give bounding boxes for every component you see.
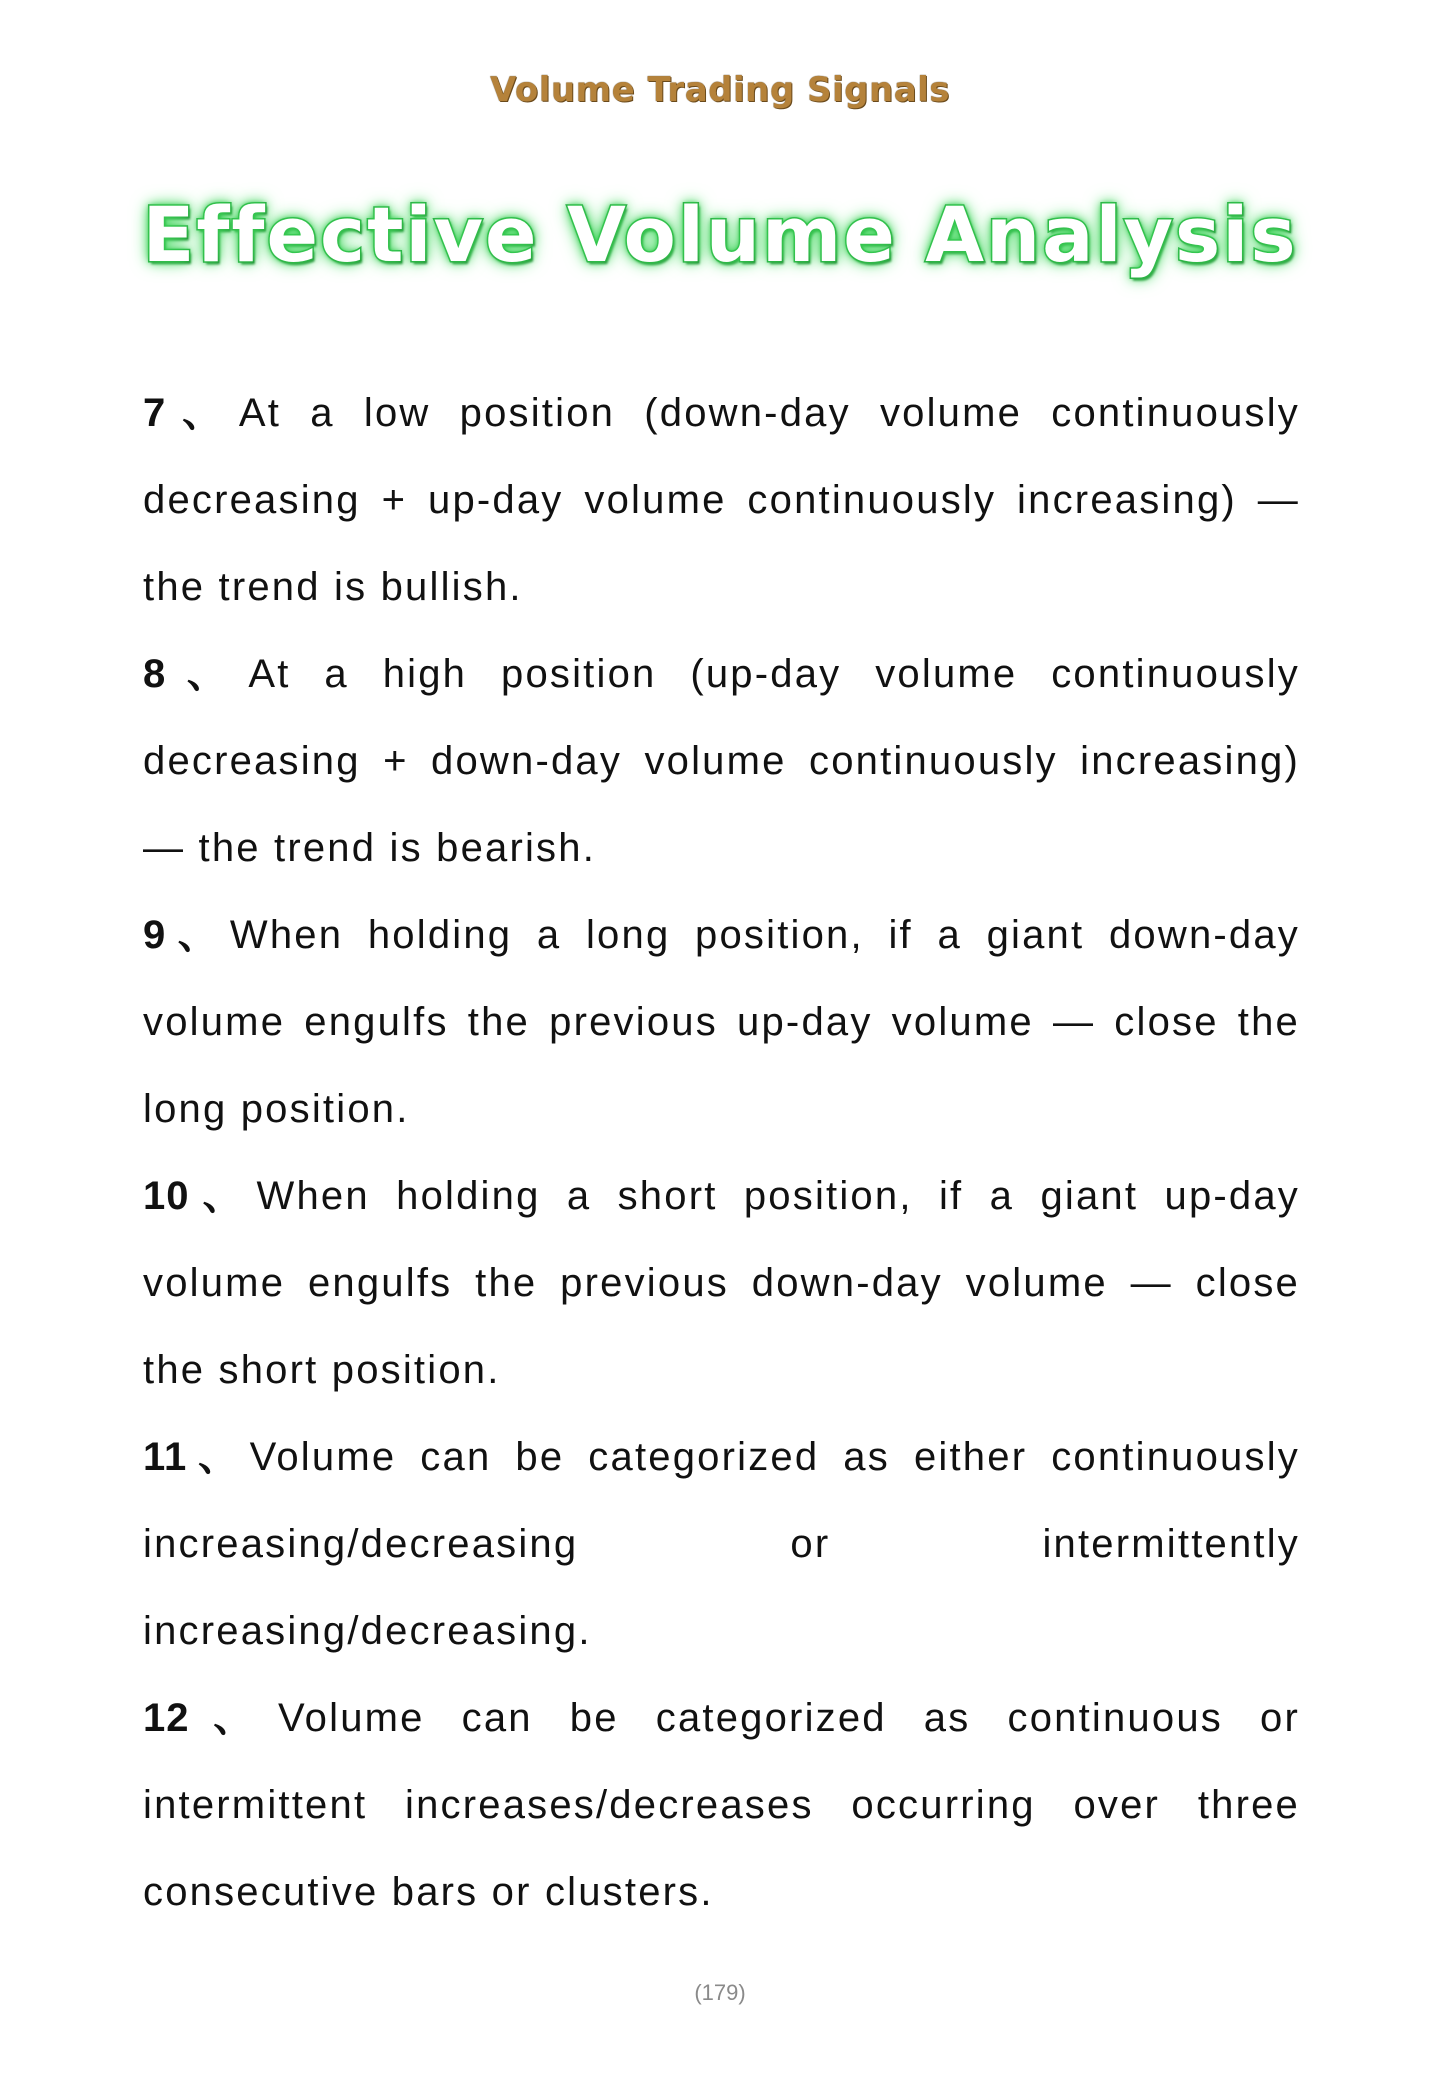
rule-item-9 (143, 892, 1300, 1153)
running-header-title: Volume Trading Signals (489, 70, 951, 110)
rule-item-11 (143, 1414, 1300, 1675)
rule-number: 8、 (143, 652, 249, 696)
rule-item-10 (143, 1153, 1300, 1414)
rule-text: Volume can be categorized as either continuously increasing/decreasing or intermittently increasing/decreasing. (143, 1435, 1300, 1653)
rule-text: At a low position (down-day volume continuously decreasing + up-day volume continuously increasing) — the trend is bullish. (143, 391, 1301, 609)
page-number: (179) (694, 1980, 746, 2005)
rule-item-8 (143, 631, 1300, 892)
page-title: Effective Volume Analysis (142, 190, 1298, 279)
rule-number: 12、 (143, 1696, 278, 1740)
rule-text: When holding a short position, if a giant up-day volume engulfs the previous down-day volume — close the short position. (143, 1174, 1301, 1392)
rule-number: 9、 (143, 913, 230, 957)
rule-text: At a high position (up-day volume continuously decreasing + down-day volume continuously increasing) — the trend is bearish. (143, 652, 1300, 870)
rule-number: 11、 (143, 1435, 250, 1479)
rule-text: When holding a long position, if a giant down-day volume engulfs the previous up-day volume — close the long position. (143, 913, 1300, 1131)
rule-list (143, 370, 1300, 1936)
rule-item-7 (143, 370, 1300, 631)
rule-number: 10、 (143, 1174, 257, 1218)
rule-number: 7、 (143, 391, 239, 435)
rule-item-12 (143, 1675, 1300, 1936)
rule-text: Volume can be categorized as continuous or intermittent increases/decreases occurring over three consecutive bars or clusters. (143, 1696, 1300, 1914)
